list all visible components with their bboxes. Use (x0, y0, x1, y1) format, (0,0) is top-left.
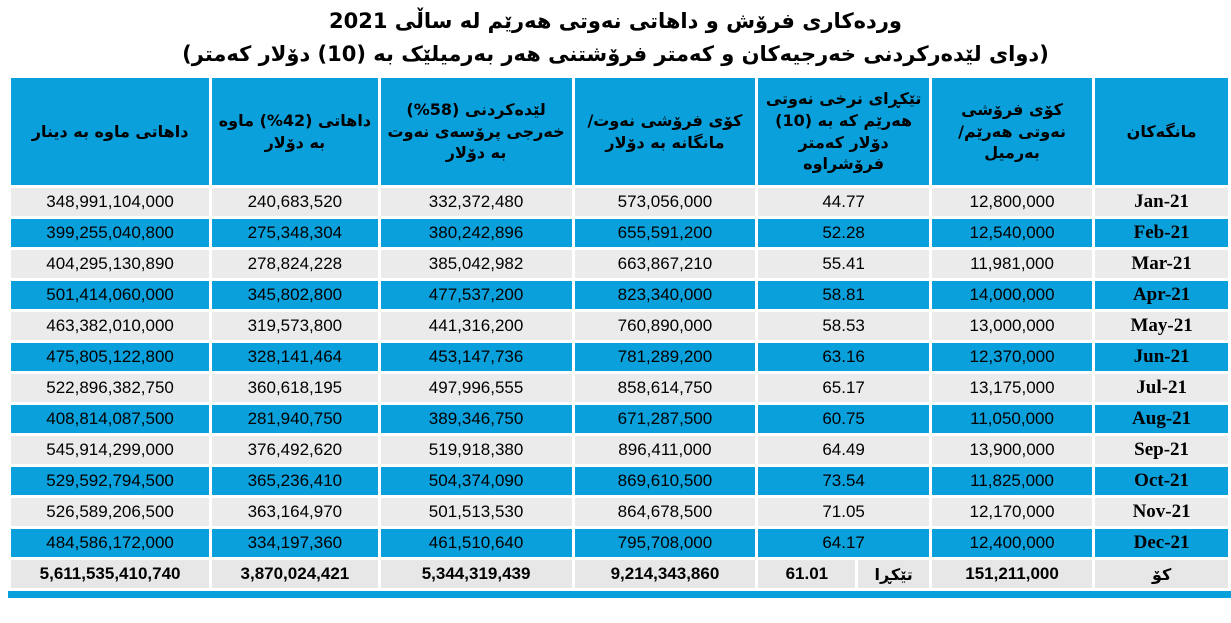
cell-cost-58: 519,918,380 (379, 435, 573, 466)
column-header-dinar: داهاتی ماوه به دینار (10, 77, 211, 187)
cell-income-dinar: 501,414,060,000 (10, 280, 211, 311)
header-row (10, 77, 1230, 187)
column-header-cost58: لێدەکردنی (58%) خەرجی پرۆسەی نەوت به دۆلار (379, 77, 573, 187)
cell-avg-price: 58.53 (757, 311, 931, 342)
cell-monthly-sales: 573,056,000 (573, 187, 757, 218)
cell-month: Mar-21 (1094, 249, 1230, 280)
cell-cost-58: 385,042,982 (379, 249, 573, 280)
cell-income-42: 360,618,195 (211, 373, 379, 404)
cell-avg-price: 60.75 (757, 404, 931, 435)
total-barrels: 151,211,000 (930, 559, 1093, 590)
cell-income-42: 275,348,304 (211, 218, 379, 249)
cell-month: Feb-21 (1094, 218, 1230, 249)
cell-income-dinar: 522,896,382,750 (10, 373, 211, 404)
cell-month: Jul-21 (1094, 373, 1230, 404)
cell-monthly-sales: 760,890,000 (573, 311, 757, 342)
cell-monthly-sales: 858,614,750 (573, 373, 757, 404)
table-body (10, 187, 1230, 590)
cell-avg-price: 58.81 (757, 280, 931, 311)
cell-income-42: 376,492,620 (211, 435, 379, 466)
cell-avg-price: 65.17 (757, 373, 931, 404)
total-cost-58: 5,344,319,439 (379, 559, 573, 590)
cell-income-42: 281,940,750 (211, 404, 379, 435)
table-row-oct-21 (10, 466, 1230, 497)
cell-avg-price: 64.49 (757, 435, 931, 466)
cell-barrels: 12,370,000 (930, 342, 1093, 373)
cell-income-dinar: 463,382,010,000 (10, 311, 211, 342)
cell-monthly-sales: 823,340,000 (573, 280, 757, 311)
cell-income-dinar: 484,586,172,000 (10, 528, 211, 559)
average-label: تێکڕا (857, 559, 931, 590)
cell-month: Aug-21 (1094, 404, 1230, 435)
column-header-barrels: کۆی فرۆشی نەوتی هەرێم/ بەرمیل (930, 77, 1093, 187)
cell-income-dinar: 399,255,040,800 (10, 218, 211, 249)
table-row-may-21 (10, 311, 1230, 342)
cell-month: Nov-21 (1094, 497, 1230, 528)
total-income-42: 3,870,024,421 (211, 559, 379, 590)
table-row-aug-21 (10, 404, 1230, 435)
cell-cost-58: 501,513,530 (379, 497, 573, 528)
total-income-dinar: 5,611,535,410,740 (10, 559, 211, 590)
cell-income-42: 319,573,800 (211, 311, 379, 342)
cell-cost-58: 461,510,640 (379, 528, 573, 559)
cell-avg-price: 73.54 (757, 466, 931, 497)
report-title-line2: (دوای لێدەرکردنی خەرجیەکان و کەمتر فرۆشتنی هەر بەرمیلێک به (10) دۆلار کەمتر) (182, 42, 1049, 66)
cell-cost-58: 453,147,736 (379, 342, 573, 373)
cell-income-dinar: 408,814,087,500 (10, 404, 211, 435)
cell-income-dinar: 529,592,794,500 (10, 466, 211, 497)
cell-barrels: 11,825,000 (930, 466, 1093, 497)
cell-cost-58: 389,346,750 (379, 404, 573, 435)
cell-avg-price: 52.28 (757, 218, 931, 249)
cell-cost-58: 497,996,555 (379, 373, 573, 404)
cell-barrels: 13,900,000 (930, 435, 1093, 466)
column-header-avg: تێکڕای نرخی نەوتی هەرێم که به (10) دۆلار کەمتر فرۆشراوه (757, 77, 931, 187)
data-table (8, 75, 1231, 591)
cell-cost-58: 477,537,200 (379, 280, 573, 311)
table-row-jun-21 (10, 342, 1230, 373)
cell-income-42: 365,236,410 (211, 466, 379, 497)
cell-income-dinar: 545,914,299,000 (10, 435, 211, 466)
table-row-jul-21 (10, 373, 1230, 404)
column-header-sales: کۆی فرۆشی نەوت/ مانگانه به دۆلار (573, 77, 757, 187)
table-row-dec-21 (10, 528, 1230, 559)
totals-row (10, 559, 1230, 590)
cell-month: Dec-21 (1094, 528, 1230, 559)
cell-cost-58: 380,242,896 (379, 218, 573, 249)
cell-barrels: 11,981,000 (930, 249, 1093, 280)
cell-month: May-21 (1094, 311, 1230, 342)
cell-barrels: 12,540,000 (930, 218, 1093, 249)
cell-avg-price: 71.05 (757, 497, 931, 528)
report-title-line1: وردەکاری فرۆش و داهاتی نەوتی هەرێم له ساڵی 2021 (329, 9, 902, 33)
cell-income-dinar: 475,805,122,800 (10, 342, 211, 373)
column-header-inc42: داهاتی (42%) ماوه به دۆلار (211, 77, 379, 187)
cell-monthly-sales: 869,610,500 (573, 466, 757, 497)
cell-income-dinar: 348,991,104,000 (10, 187, 211, 218)
table-row-mar-21 (10, 249, 1230, 280)
cell-monthly-sales: 781,289,200 (573, 342, 757, 373)
table-header (10, 77, 1230, 187)
report-title-block (0, 0, 1231, 71)
cell-cost-58: 441,316,200 (379, 311, 573, 342)
cell-monthly-sales: 795,708,000 (573, 528, 757, 559)
cell-income-42: 345,802,800 (211, 280, 379, 311)
cell-monthly-sales: 671,287,500 (573, 404, 757, 435)
cell-barrels: 13,000,000 (930, 311, 1093, 342)
cell-month: Oct-21 (1094, 466, 1230, 497)
table-row-jan-21 (10, 187, 1230, 218)
cell-income-42: 334,197,360 (211, 528, 379, 559)
column-header-month: مانگەکان (1094, 77, 1230, 187)
cell-income-dinar: 526,589,206,500 (10, 497, 211, 528)
cell-barrels: 14,000,000 (930, 280, 1093, 311)
cell-barrels: 12,800,000 (930, 187, 1093, 218)
cell-avg-price: 55.41 (757, 249, 931, 280)
cell-income-42: 363,164,970 (211, 497, 379, 528)
cell-monthly-sales: 864,678,500 (573, 497, 757, 528)
cell-income-42: 240,683,520 (211, 187, 379, 218)
cell-avg-price: 44.77 (757, 187, 931, 218)
cell-income-42: 328,141,464 (211, 342, 379, 373)
cell-month: Jun-21 (1094, 342, 1230, 373)
cell-income-42: 278,824,228 (211, 249, 379, 280)
total-monthly-sales: 9,214,343,860 (573, 559, 757, 590)
cell-month: Sep-21 (1094, 435, 1230, 466)
total-avg-price: 61.01 (757, 559, 857, 590)
table-row-nov-21 (10, 497, 1230, 528)
cell-month: Jan-21 (1094, 187, 1230, 218)
cell-barrels: 12,400,000 (930, 528, 1093, 559)
cell-barrels: 13,175,000 (930, 373, 1093, 404)
cell-cost-58: 332,372,480 (379, 187, 573, 218)
cell-monthly-sales: 896,411,000 (573, 435, 757, 466)
cell-monthly-sales: 663,867,210 (573, 249, 757, 280)
table-row-feb-21 (10, 218, 1230, 249)
table-row-apr-21 (10, 280, 1230, 311)
oil-revenue-table-wrapper (0, 75, 1231, 598)
cutoff-next-row-strip (8, 591, 1231, 598)
cell-barrels: 12,170,000 (930, 497, 1093, 528)
total-label: کۆ (1094, 559, 1230, 590)
cell-monthly-sales: 655,591,200 (573, 218, 757, 249)
cell-month: Apr-21 (1094, 280, 1230, 311)
cell-income-dinar: 404,295,130,890 (10, 249, 211, 280)
cell-barrels: 11,050,000 (930, 404, 1093, 435)
cell-avg-price: 64.17 (757, 528, 931, 559)
table-row-sep-21 (10, 435, 1230, 466)
cell-avg-price: 63.16 (757, 342, 931, 373)
cell-cost-58: 504,374,090 (379, 466, 573, 497)
